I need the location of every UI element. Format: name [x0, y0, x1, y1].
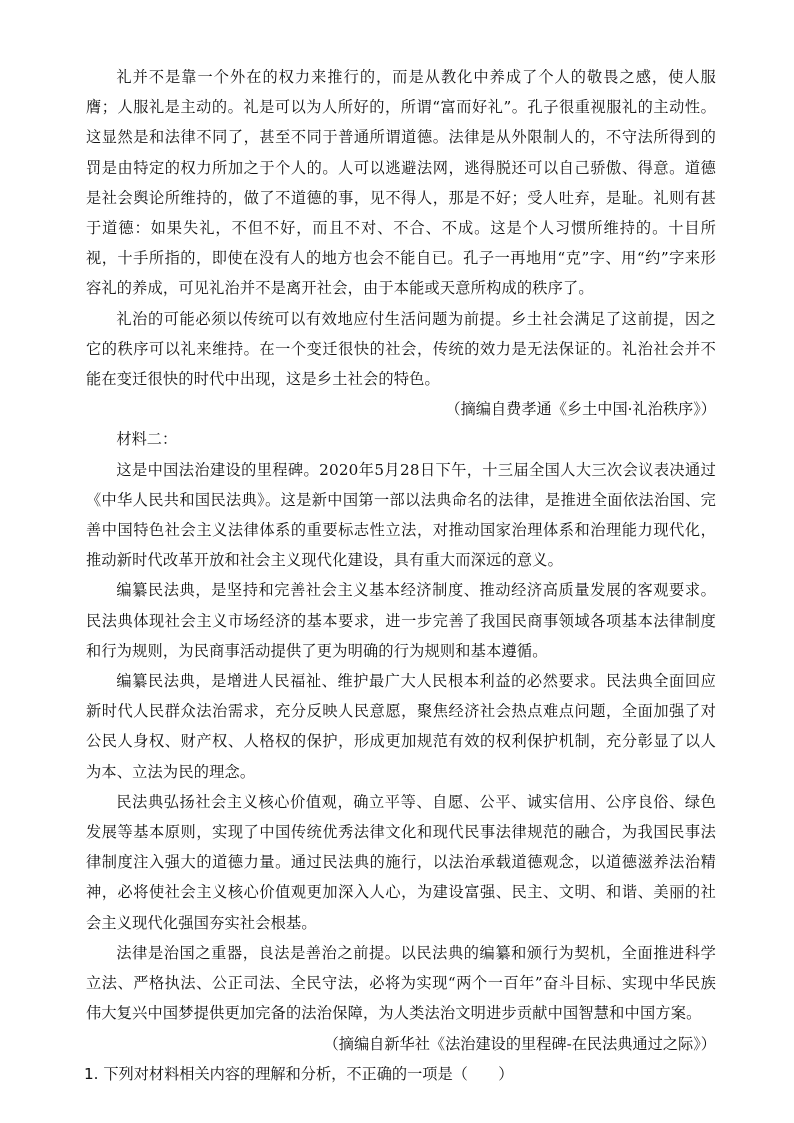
material2-paragraph-5: 法律是治国之重器，良法是善治之前提。以民法典的编纂和颁行为契机，全面推进科学立法、严格执法、公正司法、全民守法，必将为实现“两个一百年”奋斗目标、实现中华民族伟大复兴中国梦提供更加完备的法治保障，为人类法治文明进步贡献中国智慧和中国方案。	[86, 943, 716, 1023]
question-1: 1. 下列对材料相关内容的理解和分析，不正确的一项是（ ）	[84, 1064, 514, 1083]
material2-paragraph-2: 编纂民法典，是坚持和完善社会主义基本经济制度、推动经济高质量发展的客观要求。民法典体现社会主义市场经济的基本要求，进一步完善了我国民商事领域各项基本法律制度和行为规则，为民商事活动提供了更为明确的行为规则和基本遵循。	[86, 581, 716, 660]
document-page	[86, 62, 716, 1089]
material2-paragraph-4: 民法典弘扬社会主义核心价值观，确立平等、自愿、公平、诚实信用、公序良俗、绿色发展等基本原则，实现了中国传统优秀法律文化和现代民事法律规范的融合，为我国民事法律制度注入强大的道德力量。通过民法典的施行，以法治承载道德观念，以道德滋养法治精神，必将使社会主义核心价值观更加深入人心，为建设富强、民主、文明、和谐、美丽的社会主义现代化强国夯实社会根基。	[86, 792, 716, 932]
material2-source: （摘编自新华社《法治建设的里程碑-在民法典通过之际》）	[323, 1034, 716, 1053]
material2-label: 材料二：	[116, 430, 178, 449]
material2-paragraph-3: 编纂民法典，是增进人民福祉、维护最广大人民根本利益的必然要求。民法典全面回应新时代人民群众法治需求，充分反映人民意愿，聚焦经济社会热点难点问题，全面加强了对公民人身权、财产权、人格权的保护，形成更加规范有效的权利保护机制，充分彰显了以人为本、立法为民的理念。	[86, 672, 716, 781]
material1-paragraph-1: 礼并不是靠一个外在的权力来推行的，而是从教化中养成了个人的敬畏之感，使人服膺；人服礼是主动的。礼是可以为人所好的，所谓“富而好礼”。孔子很重视服礼的主动性。这显然是和法律不同了，甚至不同于普通所谓道德。法律是从外限制人的，不守法所得到的罚是由特定的权力所加之于个人的。人可以逃避法网，逃得脱还可以自己骄傲、得意。道德是社会舆论所维持的，做了不道德的事，见不得人，那是不好；受人吐弃，是耻。礼则有甚于道德：如果失礼，不但不好，而且不对、不合、不成。这是个人习惯所维持的。十目所视，十手所指的，即使在没有人的地方也会不能自已。孔子一再地用“克”字、用“约”字来形容礼的养成，可见礼治并不是离开社会，由于本能或天意所构成的秩序了。	[86, 68, 716, 298]
material1-paragraph-2: 礼治的可能必须以传统可以有效地应付生活问题为前提。乡土社会满足了这前提，因之它的秩序可以礼来维持。在一个变迁很快的社会，传统的效力是无法保证的。礼治社会并不能在变迁很快的时代中出现，这是乡土社会的特色。	[86, 309, 716, 389]
material1-source: （摘编自费孝通《乡土中国·礼治秩序》）	[445, 400, 716, 419]
material2-paragraph-1: 这是中国法治建设的里程碑。2020年5月28日下午，十三届全国人大三次会议表决通过《中华人民共和国民法典》。这是新中国第一部以法典命名的法律，是推进全面依法治国、完善中国特色社会主义法律体系的重要标志性立法，对推动国家治理体系和治理能力现代化，推动新时代改革开放和社会主义现代化建设，具有重大而深远的意义。	[86, 460, 716, 570]
